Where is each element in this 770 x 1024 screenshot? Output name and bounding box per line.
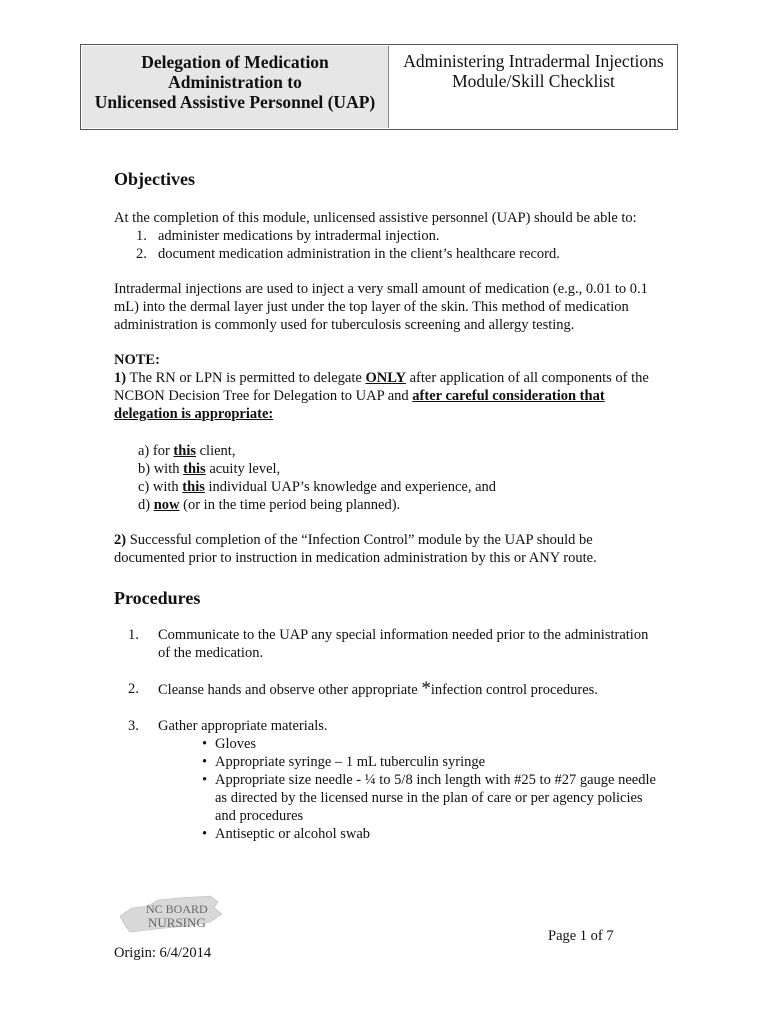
procedure-step-3: 3. Gather appropriate materials. [128,718,328,734]
header-left-line-1: Delegation of Medication [141,52,329,72]
header-right-line-1: Administering Intradermal Injections [403,51,664,71]
logo-text-2: NURSING [148,915,206,930]
document-header [80,44,678,130]
page-number: Page 1 of 7 [548,928,614,944]
header-left-line-2: Administration to [168,72,302,92]
materials-list [202,735,662,843]
list-item: • Appropriate syringe – 1 mL tuberculin syringe [202,753,662,771]
list-item: 1. administer medications by intradermal injection. [136,228,440,244]
list-item: • Gloves [202,735,662,753]
procedures-heading: Procedures [114,588,201,608]
list-item: • Antiseptic or alcohol swab [202,825,662,843]
objectives-intro: At the completion of this module, unlicensed assistive personnel (UAP) should be able to: [114,210,637,226]
header-left-line-3: Unlicensed Assistive Personnel (UAP) [94,92,376,112]
document-body [114,168,662,843]
list-item: 2. document medication administration in the client’s healthcare record. [136,246,560,262]
delegation-criteria-list [138,442,662,514]
list-item: • Appropriate size needle - ¼ to 5/8 inch length with #25 to #27 gauge needle as directed by the licensed nurse in the plan of care or per agency policies and procedures [202,771,662,825]
list-item: a) for this client, [138,443,236,459]
objectives-heading: Objectives [114,169,195,189]
origin-date: Origin: 6/4/2014 [114,945,212,961]
header-right-line-2: Module/Skill Checklist [452,71,615,91]
nc-board-nursing-logo [118,894,228,936]
intradermal-description: Intradermal injections are used to inject a very small amount of medication (e.g., 0.01 to 0.1 mL) into the dermal layer just under the top layer of the skin. This method of medication administration is commonly used for tuberculosis screening and allergy testing. [114,281,648,333]
list-item: c) with this individual UAP’s knowledge and experience, and [138,479,497,495]
list-item: b) with this acuity level, [138,461,281,477]
logo-text-1: NC BOARD [146,902,208,916]
note-heading: NOTE: [114,352,160,368]
asterisk-mark: * [421,678,431,699]
note-item-2: 2) Successful completion of the “Infection Control” module by the UAP should be documented prior to instruction in medication administration by this or ANY route. [114,532,597,566]
header-skill-title [390,45,677,129]
list-item: d) now (or in the time period being planned). [138,497,401,513]
procedure-step-1: 1. Communicate to the UAP any special information needed prior to the administration of the medication. [128,627,649,661]
procedures-list [114,626,662,735]
objectives-list [114,227,662,263]
note-item-1: 1) The RN or LPN is permitted to delegate ONLY after application of all components of the NCBON Decision Tree for Delegation to UAP and after careful consideration that delegation is appropriate: [114,370,649,422]
header-module-title [82,46,389,128]
procedure-step-2: 2. Cleanse hands and observe other appropriate *infection control procedures. [128,678,598,699]
